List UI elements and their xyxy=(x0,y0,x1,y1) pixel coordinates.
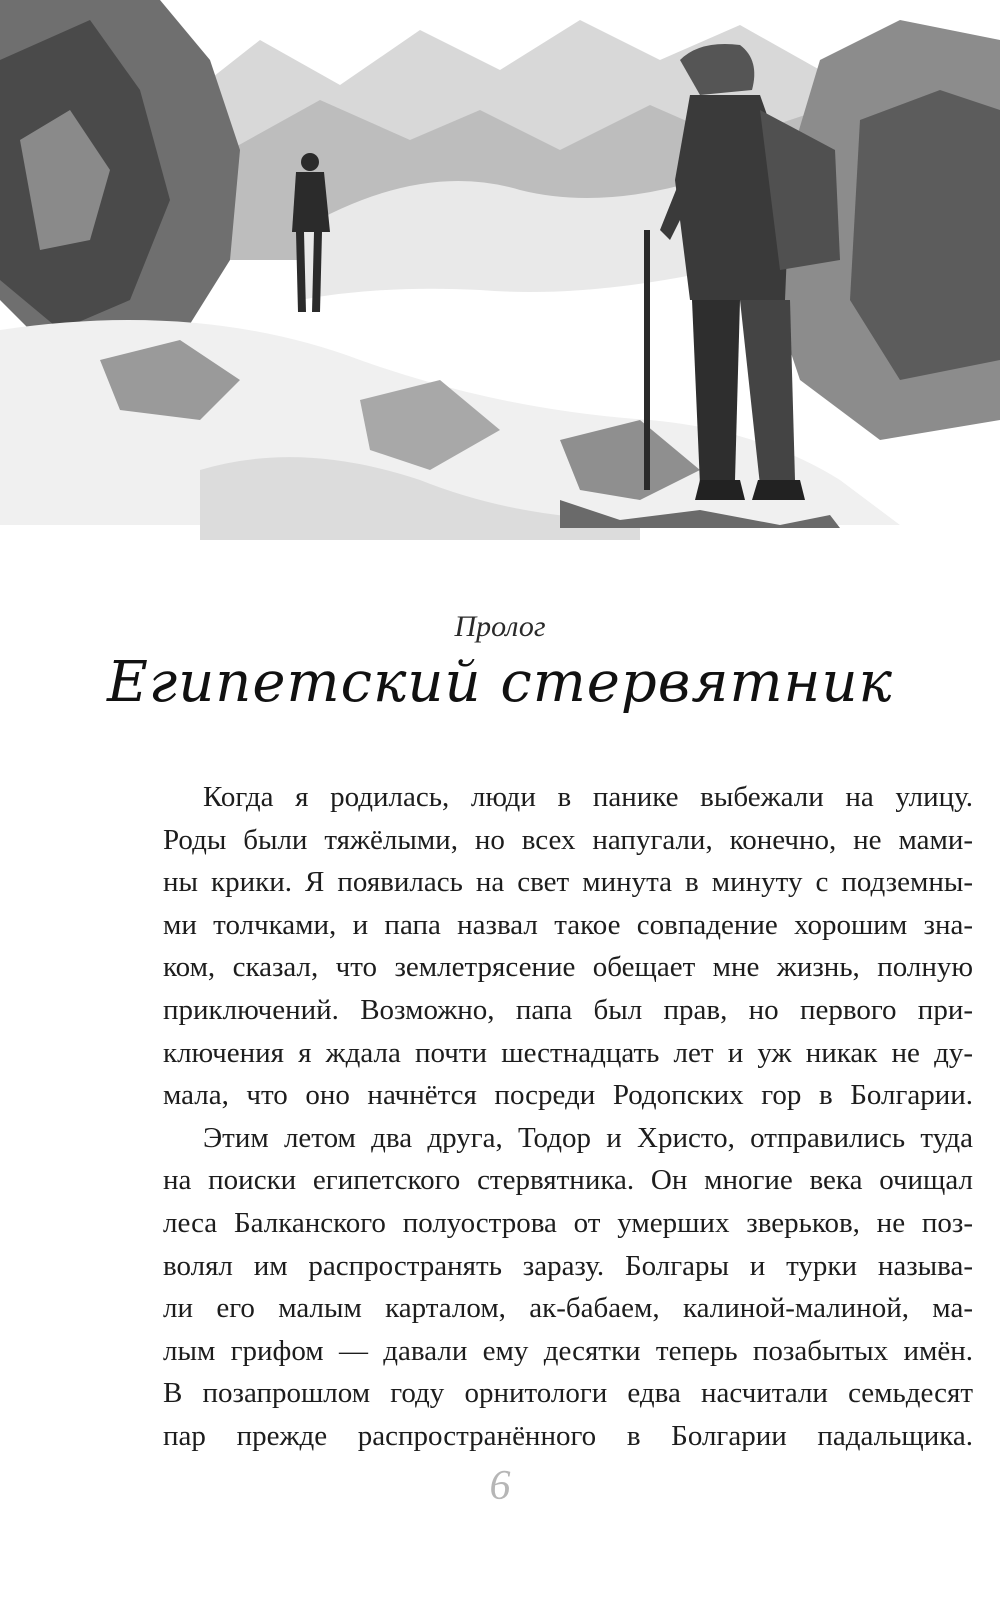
chapter-pre-title: Пролог xyxy=(454,610,546,643)
body-line: В позапрошлом году орнитологи едва насчитали семьдесят xyxy=(163,1377,973,1410)
body-line: ми толчками, и папа назвал такое совпадение хорошим зна- xyxy=(163,908,973,941)
mountain-hikers-illustration xyxy=(0,0,1000,560)
body-text xyxy=(163,776,973,1458)
body-line: ли его малым карталом, ак-бабаем, калиной-малиной, ма- xyxy=(163,1292,973,1325)
body-line: Этим летом два друга, Тодор и Христо, отправились туда xyxy=(203,1121,973,1154)
body-line: пар прежде распространённого в Болгарии падальщика. xyxy=(163,1419,973,1452)
body-line: ны крики. Я появилась на свет минута в минуту с подземны- xyxy=(163,866,973,899)
body-line: лым грифом — давали ему десятки теперь позабытых имён. xyxy=(163,1334,973,1367)
body-line: на поиски египетского стервятника. Он многие века очищал xyxy=(163,1164,973,1197)
body-line: Роды были тяжёлыми, но всех напугали, конечно, не мами- xyxy=(163,823,973,856)
body-line: ком, сказал, что землетрясение обещает мне жизнь, полную xyxy=(163,951,973,984)
body-line: Когда я родилась, люди в панике выбежали на улицу. xyxy=(203,781,973,813)
body-line: леса Балканского полуострова от умерших зверьков, не поз- xyxy=(163,1206,973,1239)
page-number: 6 xyxy=(489,1463,511,1509)
body-line: волял им распространять заразу. Болгары и турки называ- xyxy=(163,1249,973,1282)
chapter-title: Египетский стервятник xyxy=(107,650,893,715)
body-line: мала, что оно начнётся посреди Родопских гор в Болгарии. xyxy=(163,1079,973,1112)
body-line: ключения я ждала почти шестнадцать лет и уж никак не ду- xyxy=(163,1036,973,1069)
body-line: приключений. Возможно, папа был прав, но первого при- xyxy=(163,993,973,1026)
